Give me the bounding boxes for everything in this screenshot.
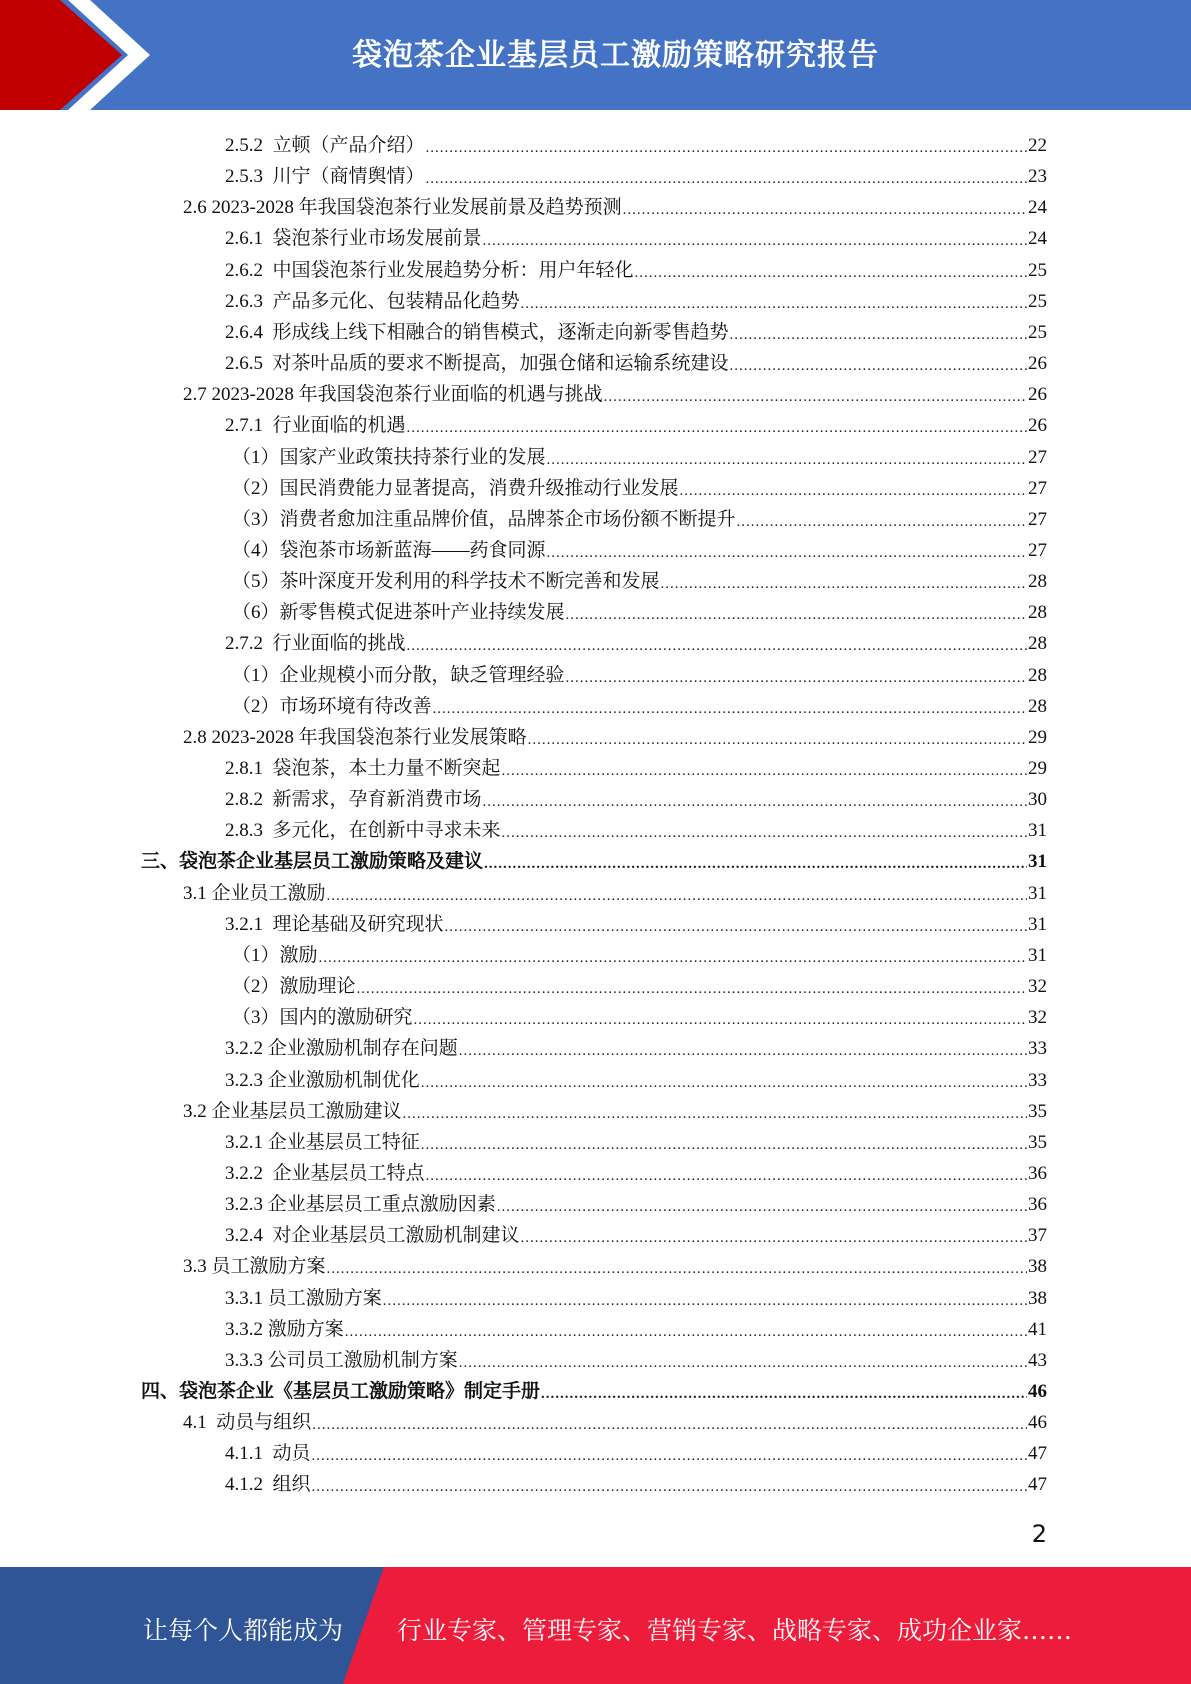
toc-entry-label: 3.2 企业基层员工激励建议 — [183, 1100, 402, 1122]
toc-entry-page: 28 — [1028, 571, 1047, 593]
toc-entry[interactable] — [225, 1467, 1047, 1498]
toc-entry-page: 25 — [1028, 290, 1047, 312]
toc-entry[interactable] — [225, 813, 1047, 844]
toc-leader-dots — [566, 604, 1027, 626]
toc-leader-dots — [502, 822, 1027, 844]
toc-entry-page: 31 — [1028, 913, 1047, 935]
toc-entry[interactable] — [141, 844, 1047, 875]
toc-entry-label: 2.8 2023-2028 年我国袋泡茶行业发展策略 — [183, 726, 527, 748]
toc-entry-label: （2）国民消费能力显著提高，消费升级推动行业发展 — [232, 477, 679, 499]
toc-entry[interactable] — [183, 876, 1047, 907]
toc-entry[interactable] — [225, 626, 1047, 657]
toc-entry-page: 46 — [1028, 1381, 1047, 1402]
toc-leader-dots — [459, 1352, 1027, 1374]
toc-entry-label: 四、袋泡茶企业《基层员工激励策略》制定手册 — [141, 1381, 541, 1402]
toc-leader-dots — [497, 1196, 1027, 1218]
toc-leader-dots — [521, 293, 1027, 315]
toc-entry-label: 2.6.3 产品多元化、包装精品化趋势 — [225, 290, 520, 312]
toc-entry-page: 27 — [1028, 539, 1047, 561]
toc-entry-page: 24 — [1028, 197, 1047, 219]
toc-entry-page: 35 — [1028, 1131, 1047, 1153]
toc-entry-page: 38 — [1028, 1256, 1047, 1278]
toc-entry-label: 2.8.3 多元化，在创新中寻求未来 — [225, 820, 501, 842]
toc-entry-label: 2.6.1 袋泡茶行业市场发展前景 — [225, 228, 482, 250]
toc-entry[interactable] — [183, 720, 1047, 751]
toc-entry[interactable] — [183, 190, 1047, 221]
toc-entry-label: 3.2.1 企业基层员工特征 — [225, 1131, 420, 1153]
toc-entry[interactable] — [232, 689, 1047, 720]
toc-leader-dots — [407, 417, 1027, 439]
toc-entry-page: 32 — [1028, 976, 1047, 998]
toc-entry-page: 37 — [1028, 1225, 1047, 1247]
toc-entry-page: 27 — [1028, 446, 1047, 468]
toc-leader-dots — [426, 1165, 1027, 1187]
toc-leader-dots — [312, 1414, 1027, 1436]
page-header — [0, 0, 1191, 110]
toc-entry-label: 4.1 动员与组织 — [183, 1412, 312, 1434]
toc-leader-dots — [604, 386, 1027, 408]
toc-entry-label: （2）激励理论 — [232, 976, 356, 998]
toc-entry[interactable] — [225, 284, 1047, 315]
toc-entry[interactable] — [141, 1374, 1047, 1405]
toc-leader-dots — [319, 947, 1027, 969]
toc-leader-dots — [623, 199, 1027, 221]
toc-entry[interactable] — [225, 346, 1047, 377]
toc-leader-dots — [484, 853, 1027, 875]
toc-entry[interactable] — [225, 315, 1047, 346]
toc-entry-page: 33 — [1028, 1069, 1047, 1091]
toc-entry[interactable] — [183, 1405, 1047, 1436]
toc-entry-label: （4）袋泡茶市场新蓝海——药食同源 — [232, 539, 546, 561]
toc-entry[interactable] — [183, 377, 1047, 408]
toc-entry-label: （1）激励 — [232, 944, 318, 966]
toc-entry-page: 33 — [1028, 1038, 1047, 1060]
toc-entry-label: （1）国家产业政策扶持茶行业的发展 — [232, 446, 546, 468]
toc-entry-label: 3.2.3 企业激励机制优化 — [225, 1069, 420, 1091]
toc-entry[interactable] — [225, 1218, 1047, 1249]
toc-entry[interactable] — [183, 1249, 1047, 1280]
toc-entry-label: 3.3.3 公司员工激励机制方案 — [225, 1349, 458, 1371]
toc-entry[interactable] — [232, 938, 1047, 969]
toc-entry-page: 24 — [1028, 228, 1047, 250]
report-title: 袋泡茶企业基层员工激励策略研究报告 — [352, 38, 879, 73]
toc-entry-page: 38 — [1028, 1287, 1047, 1309]
toc-entry[interactable] — [225, 1063, 1047, 1094]
toc-entry-label: 3.2.3 企业基层员工重点激励因素 — [225, 1194, 496, 1216]
footer-slogan-right: 行业专家、管理专家、营销专家、战略专家、成功企业家…… — [397, 1616, 1073, 1645]
toc-leader-dots — [566, 667, 1027, 689]
toc-entry[interactable] — [232, 471, 1047, 502]
toc-entry-page: 43 — [1028, 1349, 1047, 1371]
toc-leader-dots — [730, 355, 1027, 377]
toc-entry-label: （1）企业规模小而分散，缺乏管理经验 — [232, 664, 565, 686]
toc-entry[interactable] — [225, 408, 1047, 439]
toc-entry-page: 26 — [1028, 415, 1047, 437]
toc-entry-label: 2.6.2 中国袋泡茶行业发展趋势分析：用户年轻化 — [225, 259, 634, 281]
toc-entry-page: 23 — [1028, 166, 1047, 188]
toc-leader-dots — [357, 978, 1027, 1000]
toc-leader-dots — [483, 230, 1027, 252]
toc-entry-page: 27 — [1028, 508, 1047, 530]
toc-leader-dots — [407, 635, 1027, 657]
toc-leader-dots — [312, 1476, 1027, 1498]
toc-entry-label: 2.6 2023-2028 年我国袋泡茶行业发展前景及趋势预测 — [183, 197, 622, 219]
toc-entry-page: 28 — [1028, 633, 1047, 655]
toc-entry-page: 36 — [1028, 1194, 1047, 1216]
toc-entry[interactable] — [225, 159, 1047, 190]
toc-entry-page: 35 — [1028, 1100, 1047, 1122]
toc-leader-dots — [737, 511, 1027, 533]
toc-leader-dots — [345, 1321, 1027, 1343]
toc-entry-label: 三、袋泡茶企业基层员工激励策略及建议 — [141, 851, 484, 873]
toc-entry-page: 28 — [1028, 664, 1047, 686]
toc-entry-page: 41 — [1028, 1318, 1047, 1340]
toc-entry[interactable] — [232, 969, 1047, 1000]
toc-entry[interactable] — [225, 221, 1047, 252]
toc-entry-page: 30 — [1028, 789, 1047, 811]
toc-entry-page: 26 — [1028, 384, 1047, 406]
toc-leader-dots — [403, 1103, 1027, 1125]
toc-leader-dots — [426, 168, 1027, 190]
toc-entry-label: 2.7.1 行业面临的机遇 — [225, 415, 406, 437]
toc-entry-label: 3.3.1 员工激励方案 — [225, 1287, 382, 1309]
toc-entry-page: 22 — [1028, 135, 1047, 156]
toc-entry[interactable] — [183, 1094, 1047, 1125]
page-number: 2 — [1031, 1520, 1047, 1548]
toc-entry-page: 31 — [1028, 851, 1047, 873]
toc-entry[interactable] — [225, 1031, 1047, 1062]
toc-leader-dots — [414, 1009, 1027, 1031]
toc-entry[interactable] — [232, 1000, 1047, 1031]
toc-leader-dots — [547, 542, 1027, 564]
toc-entry[interactable] — [232, 595, 1047, 626]
toc-entry-label: 2.5.2 立顿（产品介绍） — [225, 135, 425, 156]
toc-entry[interactable] — [225, 1125, 1047, 1156]
toc-entry-page: 32 — [1028, 1007, 1047, 1029]
toc-entry[interactable] — [232, 440, 1047, 471]
toc-leader-dots — [680, 480, 1027, 502]
toc-entry[interactable] — [225, 1281, 1047, 1312]
toc-entry[interactable] — [225, 128, 1047, 159]
toc-leader-dots — [312, 1445, 1027, 1467]
toc-entry-page: 31 — [1028, 944, 1047, 966]
toc-entry-page: 27 — [1028, 477, 1047, 499]
toc-entry[interactable] — [232, 502, 1047, 533]
toc-entry-page: 47 — [1028, 1474, 1047, 1496]
toc-entry-page: 29 — [1028, 758, 1047, 779]
toc-entry-page: 25 — [1028, 259, 1047, 281]
toc-entry[interactable] — [225, 1187, 1047, 1218]
toc-leader-dots — [661, 573, 1027, 595]
toc-entry-label: （3）消费者愈加注重品牌价值，品牌茶企市场份额不断提升 — [232, 508, 736, 530]
toc-leader-dots — [541, 1383, 1027, 1405]
toc-entry[interactable] — [225, 907, 1047, 938]
toc-entry-label: 3.1 企业员工激励 — [183, 882, 326, 904]
toc-entry-page: 28 — [1028, 695, 1047, 717]
toc-leader-dots — [327, 885, 1027, 907]
toc-entry-label: 3.2.2 企业激励机制存在问题 — [225, 1038, 458, 1060]
toc-entry-page: 47 — [1028, 1443, 1047, 1465]
footer-slogan-left: 让每个人都能成为 — [143, 1616, 344, 1645]
toc-entry[interactable] — [232, 658, 1047, 689]
toc-entry-label: 2.5.3 川宁（商情舆情） — [225, 166, 425, 188]
toc-entry-label: 2.8.1 袋泡茶，本土力量不断突起 — [225, 758, 501, 779]
toc-entry[interactable] — [225, 1156, 1047, 1187]
toc-entry-label: 3.2.1 理论基础及研究现状 — [225, 913, 444, 935]
toc-entry-label: 3.3.2 激励方案 — [225, 1318, 344, 1340]
toc-entry-label: 2.6.5 对茶叶品质的要求不断提高，加强仓储和运输系统建设 — [225, 353, 729, 375]
toc-entry-label: （2）市场环境有待改善 — [232, 695, 432, 717]
toc-entry[interactable] — [225, 1343, 1047, 1374]
toc-entry-label: 3.3 员工激励方案 — [183, 1256, 326, 1278]
toc-leader-dots — [433, 698, 1027, 720]
toc-entry-label: （5）茶叶深度开发利用的科学技术不断完善和发展 — [232, 571, 660, 593]
toc-leader-dots — [528, 729, 1027, 751]
toc-entry-label: 2.6.4 形成线上线下相融合的销售模式，逐渐走向新零售趋势 — [225, 321, 729, 343]
toc-leader-dots — [445, 916, 1027, 938]
toc-leader-dots — [502, 760, 1027, 782]
toc-entry-page: 36 — [1028, 1162, 1047, 1184]
toc-entry[interactable] — [225, 1436, 1047, 1467]
toc-entry-page: 26 — [1028, 353, 1047, 375]
toc-entry-page: 29 — [1028, 726, 1047, 748]
toc-entry[interactable] — [232, 533, 1047, 564]
toc-leader-dots — [483, 791, 1027, 813]
toc-entry[interactable] — [225, 1312, 1047, 1343]
toc-entry[interactable] — [232, 564, 1047, 595]
toc-leader-dots — [459, 1040, 1027, 1062]
toc-entry-page: 25 — [1028, 321, 1047, 343]
toc-entry-page: 31 — [1028, 820, 1047, 842]
page-footer — [0, 1567, 1191, 1684]
toc-leader-dots — [383, 1290, 1027, 1312]
toc-entry-label: 2.7 2023-2028 年我国袋泡茶行业面临的机遇与挑战 — [183, 384, 603, 406]
toc-entry-page: 31 — [1028, 882, 1047, 904]
toc-entry[interactable] — [225, 751, 1047, 782]
toc-entry-label: 2.7.2 行业面临的挑战 — [225, 633, 406, 655]
toc-entry-label: 4.1.1 动员 — [225, 1443, 311, 1465]
toc-entry-label: 3.2.4 对企业基层员工激励机制建议 — [225, 1225, 520, 1247]
toc-entry-label: 2.8.2 新需求，孕育新消费市场 — [225, 789, 482, 811]
toc-entry[interactable] — [225, 253, 1047, 284]
toc-entry-page: 46 — [1028, 1412, 1047, 1434]
toc-entry-label: （3）国内的激励研究 — [232, 1007, 413, 1029]
toc-leader-dots — [730, 324, 1027, 346]
toc-leader-dots — [421, 1134, 1027, 1156]
toc-leader-dots — [327, 1258, 1027, 1280]
toc-leader-dots — [635, 262, 1027, 284]
toc-entry-page: 28 — [1028, 602, 1047, 624]
toc-entry-label: 3.2.2 企业基层员工特点 — [225, 1162, 425, 1184]
toc-leader-dots — [521, 1227, 1027, 1249]
toc-leader-dots — [426, 137, 1027, 159]
toc-entry-label: （6）新零售模式促进茶叶产业持续发展 — [232, 602, 565, 624]
toc-entry[interactable] — [225, 782, 1047, 813]
toc-leader-dots — [547, 449, 1027, 471]
toc-entry-label: 4.1.2 组织 — [225, 1474, 311, 1496]
toc-leader-dots — [421, 1072, 1027, 1094]
